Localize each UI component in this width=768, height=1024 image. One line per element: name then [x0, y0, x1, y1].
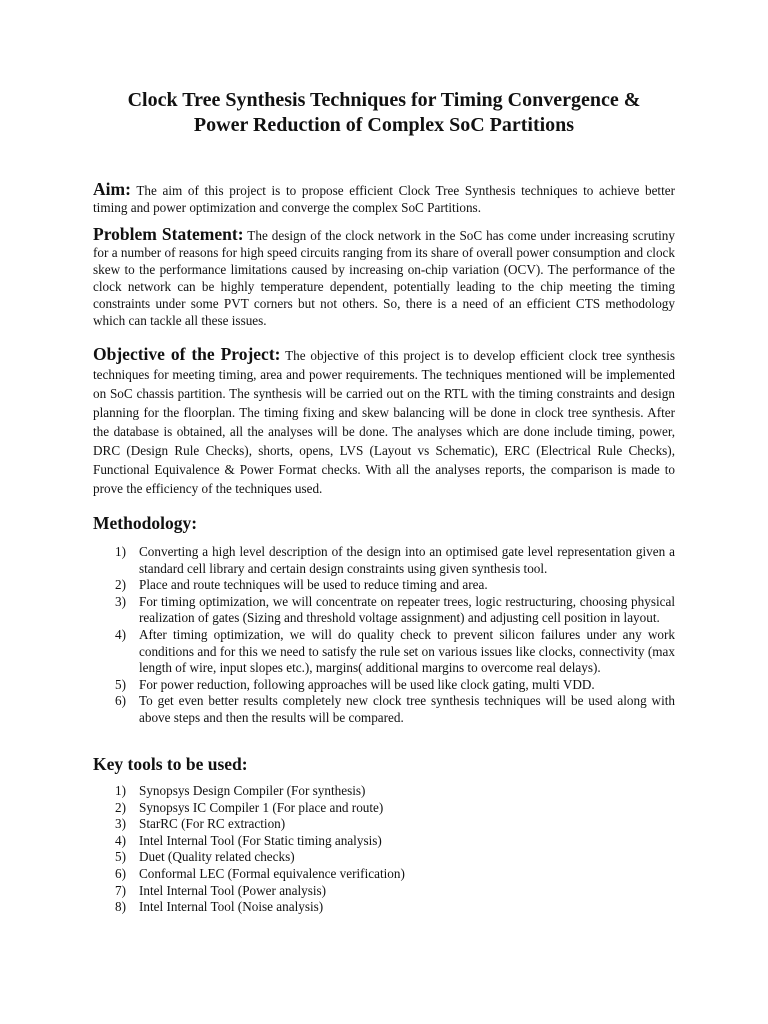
list-item-text: For timing optimization, we will concentrate on repeater trees, logic restructuring, choosing physical realization of gates (Sizing and threshold voltage assignment) and adjusting cell position in layout.: [139, 593, 675, 626]
problem-statement-label: Problem Statement:: [93, 224, 244, 244]
methodology-list: [93, 544, 675, 727]
list-item-number: 5): [115, 676, 126, 692]
list-item-number: 1): [115, 783, 126, 798]
list-item: [93, 627, 675, 677]
list-item-text: Converting a high level description of the design into an optimised gate level representation given a standard cell library and certain design constraints using given synthesis tool.: [139, 544, 675, 576]
list-item-number: 2): [115, 577, 126, 593]
title-line-1: Clock Tree Synthesis Techniques for Timing Convergence &: [127, 89, 641, 111]
list-item-number: 8): [115, 899, 126, 915]
list-item: [93, 816, 675, 833]
title-line-2: Power Reduction of Complex SoC Partitions: [193, 114, 575, 136]
list-item-text: Intel Internal Tool (Power analysis): [139, 882, 327, 898]
list-item-number: 2): [115, 799, 126, 815]
list-item-text: Duet (Quality related checks): [139, 849, 295, 865]
list-item-number: 6): [115, 865, 126, 881]
list-item-number: 6): [115, 693, 126, 709]
objective-label: Objective of the Project:: [93, 344, 281, 364]
aim-text: The aim of this project is to propose efficient Clock Tree Synthesis techniques to achieve better timing and power optimization and converge the complex SoC Partitions.: [93, 183, 675, 215]
list-item: [93, 577, 675, 594]
list-item-number: 7): [115, 882, 126, 898]
list-item-number: 5): [115, 849, 126, 865]
list-item: [93, 866, 675, 883]
list-item-text: Place and route techniques will be used to reduce timing and area.: [139, 577, 488, 593]
list-item-number: 4): [115, 626, 126, 642]
list-item: [93, 800, 675, 817]
list-item-text: To get even better results completely new clock tree synthesis techniques will be used along with above steps and then the results will be compared.: [139, 693, 675, 725]
list-item: [93, 693, 675, 726]
objective-section: [93, 345, 675, 498]
list-item-text: After timing optimization, we will do quality check to prevent silicon failures under any work conditions and for this we need to satisfy the rule set on various issues like clocks, connectivity (max length of wire, input slopes etc.), margins( additional margins to overcome real delays).: [139, 626, 675, 676]
methodology-heading: Methodology:: [93, 513, 198, 533]
list-item: [93, 677, 675, 694]
list-item: [93, 883, 675, 900]
list-item-text: Conformal LEC (Formal equivalence verification): [139, 865, 405, 881]
document-title: [93, 88, 675, 138]
problem-statement-section: [93, 226, 675, 329]
list-item-text: Intel Internal Tool (For Static timing analysis): [139, 832, 382, 848]
list-item: [93, 783, 675, 800]
problem-statement-text: The design of the clock network in the SoC has come under increasing scrutiny for a number of reasons for high speed circuits ranging from its share of overall power consumption and clock skew to the performance limitations caused by increasing on-chip variation (OCV). The performance of the clock network can be highly temperature dependent, potentially leading to the chip meeting the timing constraints under some PVT corners but not others. So, there is a need of an efficient CTS methodology which can tackle all these issues.: [93, 228, 675, 328]
list-item: [93, 899, 675, 916]
list-item-number: 3): [115, 593, 126, 609]
list-item-text: StarRC (For RC extraction): [139, 816, 286, 832]
key-tools-list: [93, 783, 675, 916]
list-item-number: 1): [115, 544, 126, 559]
aim-section: [93, 181, 675, 216]
list-item-text: Synopsys Design Compiler (For synthesis): [139, 783, 366, 798]
aim-label: Aim:: [93, 179, 131, 199]
list-item: [93, 849, 675, 866]
list-item-text: Synopsys IC Compiler 1 (For place and route): [139, 799, 384, 815]
list-item-text: For power reduction, following approaches will be used like clock gating, multi VDD.: [139, 676, 595, 692]
list-item: [93, 544, 675, 577]
list-item: [93, 594, 675, 627]
list-item-number: 4): [115, 832, 126, 848]
list-item-text: Intel Internal Tool (Noise analysis): [139, 899, 324, 915]
key-tools-heading: Key tools to be used:: [93, 754, 248, 774]
objective-text: The objective of this project is to develop efficient clock tree synthesis techniques for meeting timing, area and power requirements. The techniques mentioned will be implemented on SoC chassis partition. The synthesis will be carried out on the RTL with the timing constraints and design planning for the floorplan. The timing fixing and skew balancing will be done in clock tree synthesis. After the database is obtained, all the analyses will be done. The analyses which are done include timing, power, DRC (Design Rule Checks), shorts, opens, LVS (Layout vs Schematic), ERC (Electrical Rule Checks), Functional Equivalence & Power Format checks. With all the analyses reports, the comparison is made to prove the efficiency of the techniques used.: [93, 348, 675, 496]
list-item: [93, 833, 675, 850]
list-item-number: 3): [115, 816, 126, 832]
